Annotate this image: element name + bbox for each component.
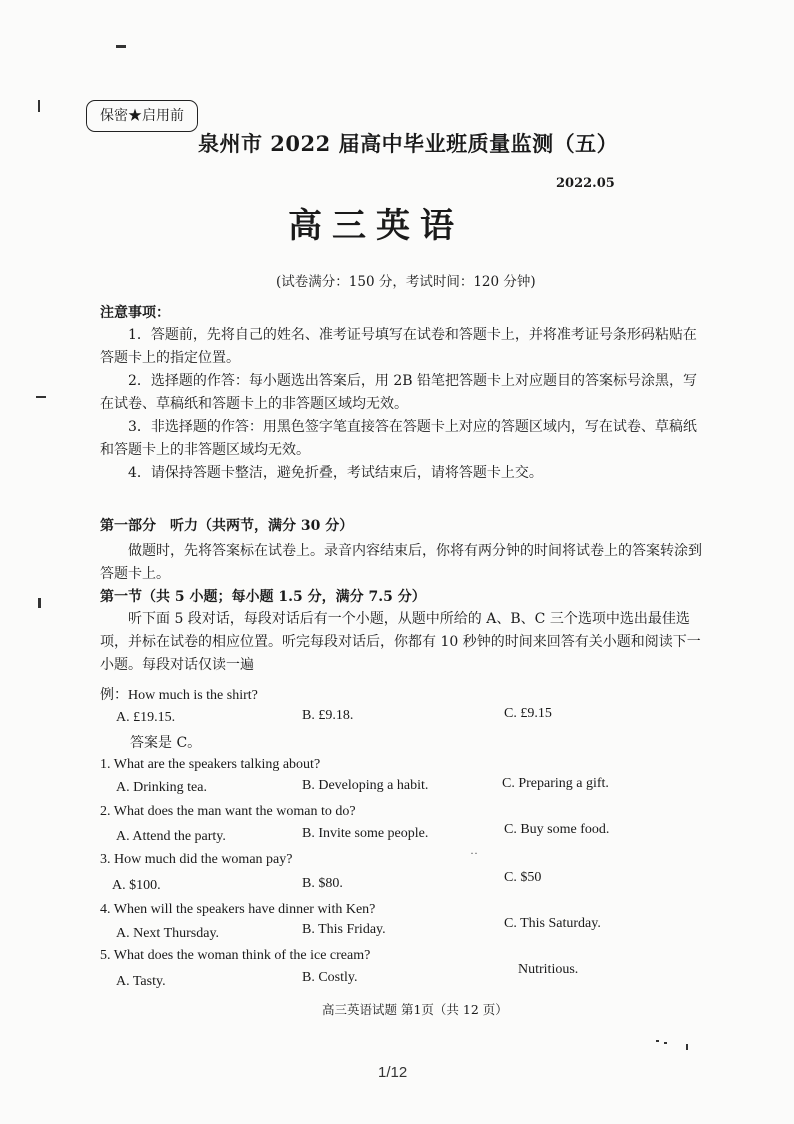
q2-option-c: C. Buy some food. [504, 822, 610, 837]
example-option-c: C. £9.15 [504, 706, 552, 721]
q4-option-b: B. This Friday. [302, 922, 386, 937]
note-item: 3．非选择题的作答：用黑色签字笔直接答在答题卡上对应的答题区域内，写在试卷、草稿纸和答题卡上的非答题区域均无效。 [100, 419, 697, 458]
scan-mark: ·· [470, 846, 478, 860]
example-question: 例：How much is the shirt? [100, 688, 258, 703]
scan-mark [656, 1040, 659, 1042]
question-2: 2. What does the man want the woman to do? [100, 804, 356, 819]
note-item: 4．请保持答题卡整洁，避免折叠，考试结束后，请将答题卡上交。 [128, 465, 543, 481]
part1-heading: 第一部分 听力（共两节，满分 30 分） [100, 518, 354, 534]
scan-mark [116, 45, 126, 48]
section1-heading: 第一节（共 5 小题；每小题 1.5 分，满分 7.5 分） [100, 589, 426, 605]
q2-option-a: A. Attend the party. [116, 829, 226, 844]
q5-option-b: B. Costly. [302, 970, 358, 985]
question-1: 1. What are the speakers talking about? [100, 757, 321, 772]
q5-option-c: Nutritious. [518, 962, 579, 977]
note-item: 1．答题前，先将自己的姓名、准考证号填写在试卷和答题卡上，并将准考证号条形码粘贴在答题卡上的指定位置。 [100, 327, 697, 366]
score-info: (试卷满分：150 分，考试时间：120 分钟) [276, 274, 536, 290]
confidential-stamp: 保密★启用前 [86, 100, 198, 132]
question-5: 5. What does the woman think of the ice cream? [100, 948, 371, 963]
page-number: 1/12 [378, 1064, 408, 1081]
q4-option-a: A. Next Thursday. [116, 926, 220, 941]
q1-option-a: A. Drinking tea. [116, 780, 207, 795]
example-answer: 答案是 C。 [130, 735, 202, 751]
q1-option-c: C. Preparing a gift. [502, 776, 609, 791]
q3-option-c: C. $50 [504, 870, 542, 885]
scan-mark [664, 1042, 667, 1044]
example-option-a: A. £19.15. [116, 710, 176, 725]
q3-option-b: B. $80. [302, 876, 343, 891]
scan-mark [36, 396, 46, 398]
exam-title: 泉州市 2022 届高中毕业班质量监测（五） [198, 131, 619, 156]
q4-option-c: C. This Saturday. [504, 916, 601, 931]
q3-option-a: A. $100. [112, 878, 161, 893]
question-4: 4. When will the speakers have dinner with Ken? [100, 902, 376, 917]
q5-option-a: A. Tasty. [116, 974, 166, 989]
part1-intro: 做题时，先将答案标在试卷上。录音内容结束后，你将有两分钟的时间将试卷上的答案转涂到答题卡上。 [100, 543, 702, 582]
note-item: 2．选择题的作答：每小题选出答案后，用 2B 铅笔把答题卡上对应题目的答案标号涂黑，写在试卷、草稿纸和答题卡上的非答题区域均无效。 [100, 373, 698, 412]
page-footer: 高三英语试题 第1页（共 12 页） [322, 1002, 508, 1017]
question-3: 3. How much did the woman pay? [100, 852, 293, 867]
exam-date: 2022.05 [556, 176, 615, 191]
scan-mark [686, 1044, 688, 1050]
q1-option-b: B. Developing a habit. [302, 778, 429, 793]
q2-option-b: B. Invite some people. [302, 826, 429, 841]
scan-mark [38, 100, 40, 112]
notes-heading: 注意事项： [100, 305, 170, 321]
section1-intro: 听下面 5 段对话，每段对话后有一个小题，从题中所给的 A、B、C 三个选项中选出最佳选项，并标在试卷的相应位置。听完每段对话后，你都有 10 秒钟的时间来回答有关小题和阅读下一小题。每段对话仅读一遍 [100, 611, 701, 673]
example-option-b: B. £9.18. [302, 708, 354, 723]
subject-title: 高三英语 [288, 206, 464, 246]
scan-mark [38, 598, 41, 608]
